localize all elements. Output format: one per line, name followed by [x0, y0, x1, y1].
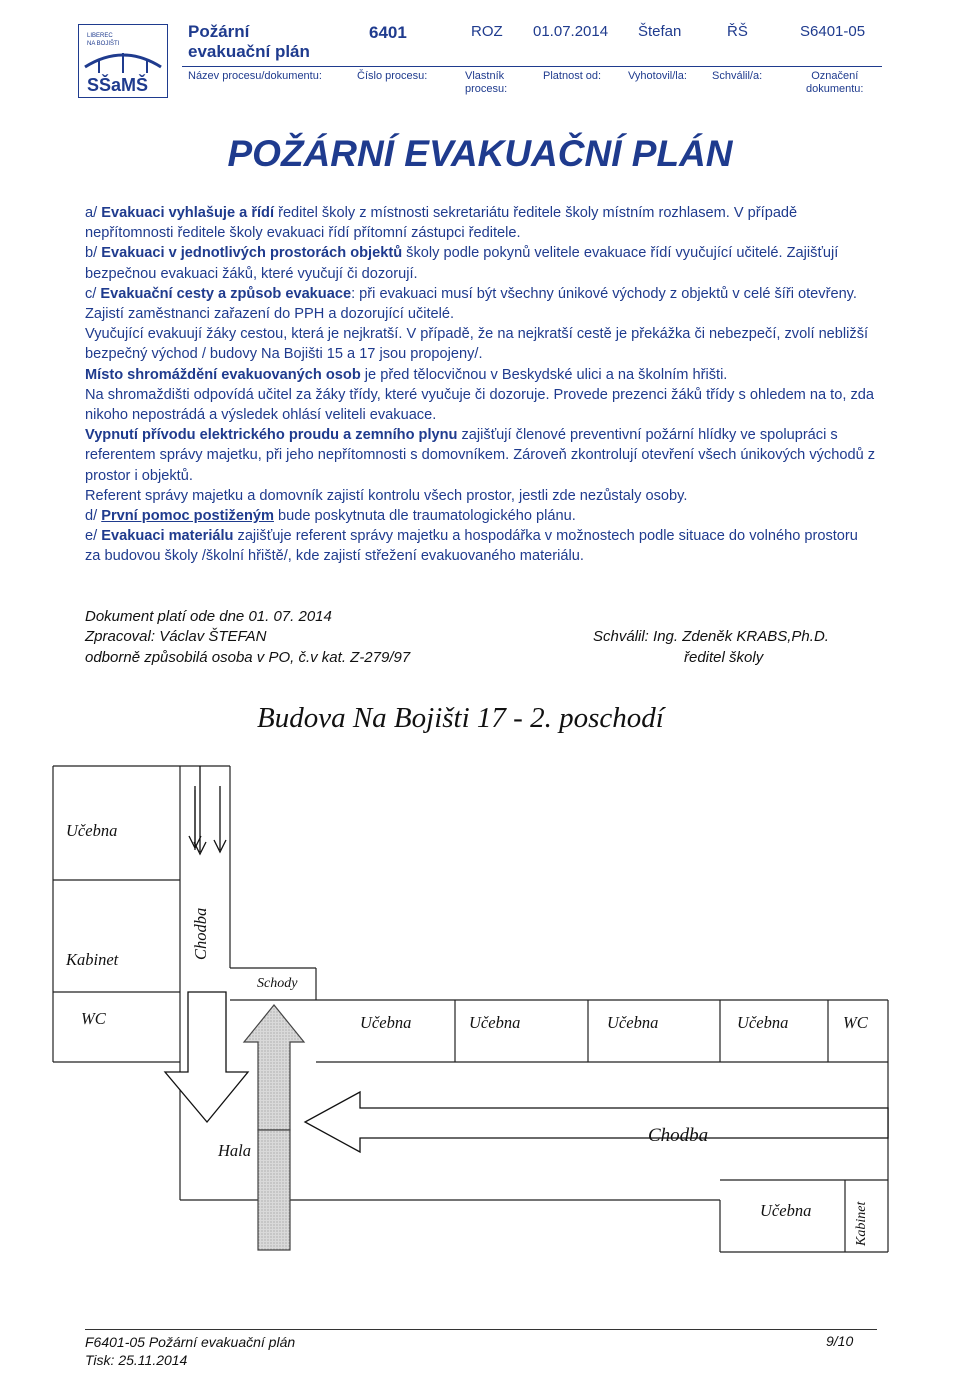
- doc-name-value: Požární evakuační plán: [188, 22, 310, 61]
- paragraph-e: e/ Evakuaci materiálu zajišťuje referent správy majetku a hospodářka v možnostech podle situace do volného prostoru za budovou školy /školní hřiště/, kde zajistí střežení evakuovaného materiálu.: [85, 528, 858, 565]
- approved-role: ředitel školy: [684, 649, 764, 666]
- svg-text:NA BOJIŠTI: NA BOJIŠTI: [87, 41, 120, 47]
- room-label-hala: Hala: [218, 1141, 251, 1160]
- floor-outline: [53, 766, 888, 1252]
- proc-no-label: Číslo procesu:: [357, 70, 428, 82]
- svg-text:LIBEREC: LIBEREC: [87, 33, 113, 39]
- doc-code-label: Označení dokumentu:: [806, 70, 864, 95]
- paragraph-b: b/ Evakuaci v jednotlivých prostorách objektů školy podle pokynů velitele evakuace řídí vyučující učitelé. Zajišťují bezpečnou evakuaci žáků, které vyučují či dozorují.: [85, 245, 839, 282]
- owner-value: ROZ: [471, 23, 503, 40]
- valid-from-label: Platnost od:: [543, 70, 602, 82]
- room-label-ucebna-3: Učebna: [607, 1013, 659, 1032]
- evacuation-arrow-hall: [165, 992, 248, 1122]
- paragraph-a: a/ Evakuaci vyhlašuje a řídí ředitel školy z místnosti sekretariátu ředitele školy místním rozhlasem. V případě nepřítomnosti ředitele školy evakuaci řídí přítomní zástupci ředitele.: [85, 205, 798, 242]
- doc-name-label: Název procesu/dokumentu:: [188, 70, 322, 82]
- footer-document: F6401-05 Požární evakuační plán Tisk: 25.11.2014: [85, 1334, 296, 1368]
- room-label-ucebna-4: Učebna: [737, 1013, 789, 1032]
- evacuation-arrow-top: [214, 786, 226, 852]
- room-label-kabinet: Kabinet: [66, 950, 119, 969]
- prepared-by-label: Vyhotovil/la:: [628, 70, 687, 82]
- qualification: odborně způsobilá osoba v PO, č.v kat. Z-279/97: [85, 649, 411, 666]
- paragraph-route: Vyučující evakuují žáky cestou, která je nejkratší. V případě, že na nejkratší cestě je překážka či nebezpečí, zvolí nebližší bezpečný východ / budovy Na Bojišti 15 a 17 jsou propojeny/.: [85, 326, 869, 363]
- proc-no-value: 6401: [369, 23, 407, 42]
- room-label-wc-left: WC: [81, 1009, 106, 1028]
- evacuation-arrow-small: [194, 766, 206, 854]
- evacuation-arrow-thin: [189, 786, 201, 848]
- room-label-ucebna-bottom: Učebna: [760, 1201, 812, 1220]
- valid-date: Dokument platí ode dne 01. 07. 2014: [85, 608, 332, 625]
- prepared-by-value: Štefan: [638, 23, 682, 40]
- floor-plan-title: Budova Na Bojišti 17 - 2. poschodí: [257, 702, 664, 734]
- approved-by-value: ŘŠ: [727, 23, 748, 40]
- owner-label: Vlastník procesu:: [465, 70, 508, 95]
- room-label-ucebna-1: Učebna: [360, 1013, 412, 1032]
- room-label-ucebna-2: Učebna: [469, 1013, 521, 1032]
- room-label-ucebna: Učebna: [66, 821, 118, 840]
- valid-from-value: 01.07.2014: [533, 23, 609, 40]
- paragraph-shutoff: Vypnutí přívodu elektrického proudu a zemního plynu zajišťují členové preventivní požární hlídky ve spolupráci s referentem správy majetku, při jeho nepřítomnosti s domovníkem. Zároveň zkontrolují otevření všech únikových východů z prostor i objektů.: [85, 427, 876, 484]
- paragraph-c: c/ Evakuační cesty a způsob evakuace: při evakuaci musí být všechny únikové východy z objektů v celé šíři otevřeny. Zajistí zaměstnanci zařazení do PPH a dozorující učitelé.: [85, 285, 857, 323]
- paragraph-roll-call: Na shromaždišti odpovídá učitel za žáky třídy, které vyučuje či dozoruje. Provede prezenci žáků třídy s ohledem na to, zda nikoho nepostrádá a výsledek ohlásí veliteli evakuace.: [85, 386, 874, 424]
- page-number: 9/10: [826, 1333, 854, 1349]
- approved-by-label: Schválil/a:: [712, 70, 763, 82]
- paragraph-assembly: Místo shromáždění evakuovaných osob je před tělocvičnou v Beskydské ulici a na školním hřišti.: [85, 366, 728, 383]
- svg-text:SŠaMŠ: SŠaMŠ: [87, 75, 149, 95]
- approved-by: Schválil: Ing. Zdeněk KRABS,Ph.D.: [593, 628, 829, 645]
- room-label-chodba-vertical: Chodba: [191, 907, 210, 960]
- page-title: POŽÁRNÍ EVAKUAČNÍ PLÁN: [227, 133, 733, 174]
- room-label-wc-right: WC: [843, 1013, 868, 1032]
- doc-code-value: S6401-05: [800, 23, 866, 40]
- paragraph-d: d/ První pomoc postiženým bude poskytnuta dle traumatologického plánu.: [85, 508, 576, 525]
- stairs-arrow: [244, 1005, 304, 1250]
- evacuation-arrow-corridor: [305, 1092, 888, 1152]
- prepared-by: Zpracoval: Václav ŠTEFAN: [85, 628, 267, 645]
- paragraph-check: Referent správy majetku a domovník zajistí kontrolu všech prostor, jestli zde nezůstaly osoby.: [85, 487, 688, 504]
- room-label-chodba: Chodba: [648, 1125, 709, 1146]
- room-label-schody: Schody: [257, 976, 298, 991]
- room-label-kabinet-right: Kabinet: [854, 1201, 869, 1246]
- footer-rule: [85, 1329, 877, 1330]
